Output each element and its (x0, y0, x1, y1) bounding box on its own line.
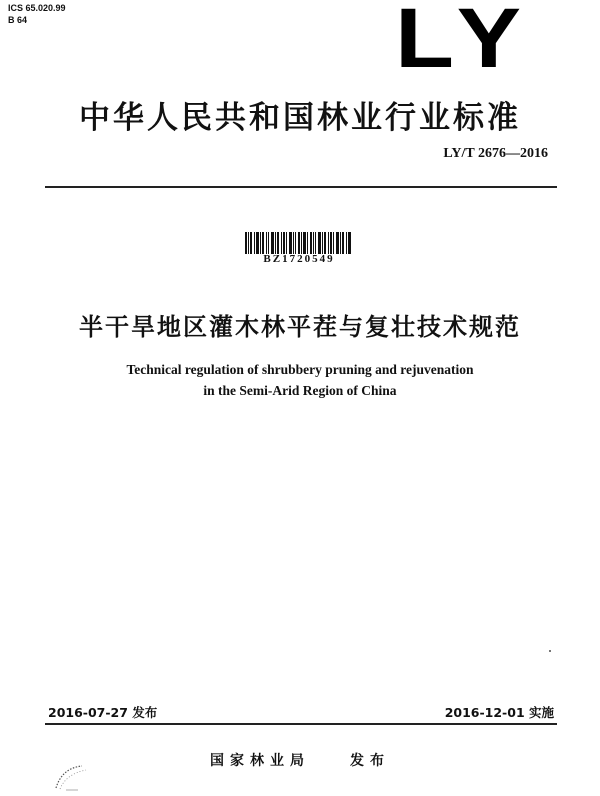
document-title-english-line2: in the Semi-Arid Region of China (203, 383, 397, 398)
ccs-code: B 64 (8, 15, 28, 25)
top-divider (45, 186, 557, 188)
seal-stamp-icon (52, 762, 96, 792)
barcode-image (245, 232, 351, 254)
publisher: 国家林业局 发布 (210, 753, 390, 769)
document-title-english-line1: Technical regulation of shrubbery pruning and rejuvenation (126, 362, 474, 377)
document-title-chinese: 半干旱地区灌木林平茬与复壮技术规范 (79, 313, 521, 341)
standard-number: LY/T 2676—2016 (443, 146, 548, 161)
issue-date: 2016-07-27 发布 (48, 705, 158, 720)
implementation-date: 2016-12-01 实施 (444, 705, 554, 720)
standard-classification: 中华人民共和国林业行业标准 (79, 100, 521, 136)
bottom-divider (45, 723, 557, 725)
ly-logo: LY (395, 0, 533, 85)
barcode-number: BZ1720549 (263, 253, 335, 265)
ics-code: ICS 65.020.99 (8, 3, 66, 13)
scan-speck (549, 650, 551, 652)
